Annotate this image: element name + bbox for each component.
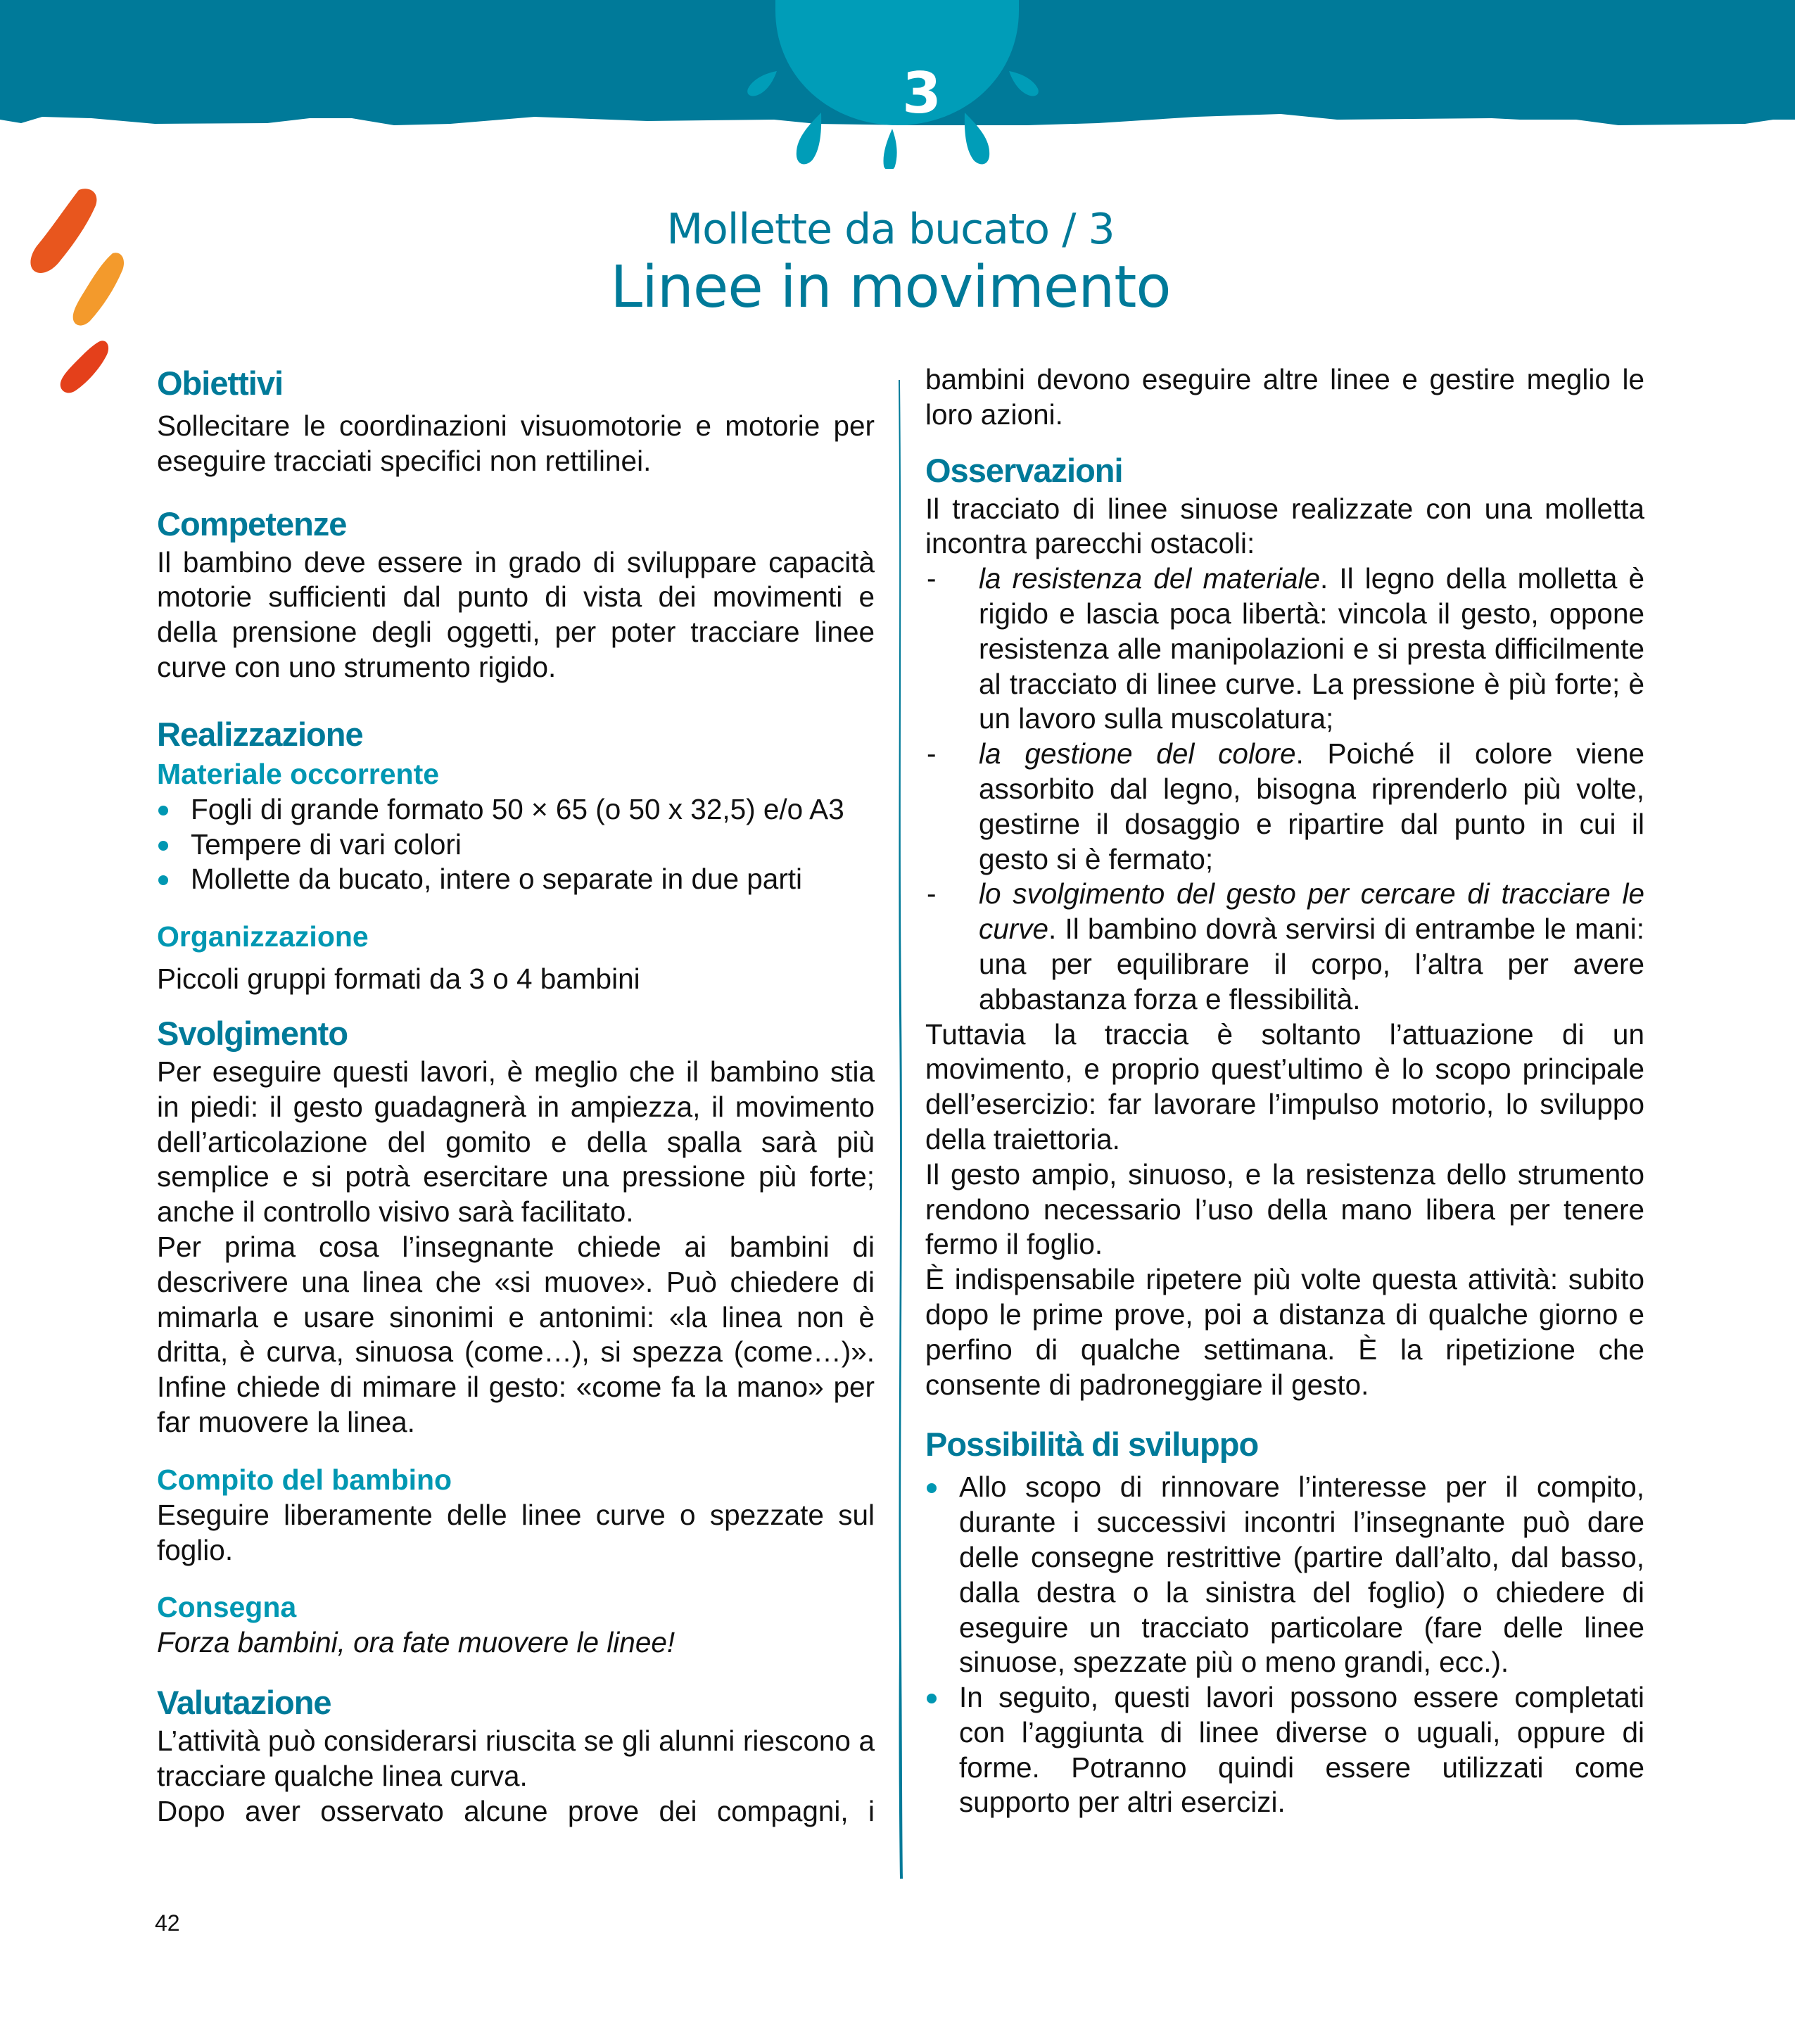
heading-realizzazione: Realizzazione: [157, 715, 363, 753]
heading-valutazione: Valutazione: [157, 1684, 331, 1722]
bullet-icon: [158, 875, 168, 885]
consegna-text: Forza bambini, ora fate muovere le linee!: [157, 1626, 675, 1659]
list-item: Mollette da bucato, intere o separate in due parti: [157, 862, 875, 897]
page-number: 42: [155, 1910, 180, 1936]
svolgimento-p1: Per eseguire questi lavori, è meglio che il bambino stia in piedi: il gesto guadagnerà in ampiezza, il movimento dell’articolazione del gomito e della spalla sarà più semplice e si potrà esercitare una pressione più forte; anche il controllo visivo sarà facilitato.: [157, 1055, 875, 1229]
heading-sviluppo: Possibilità di sviluppo: [925, 1426, 1259, 1464]
osservazioni-p2: Il gesto ampio, sinuoso, e la resistenza dello strumento rendono necessario l’uso della mano libera per tenere fermo il foglio.: [925, 1157, 1644, 1261]
page-subtitle: Mollette da bucato / 3: [666, 205, 1115, 254]
heading-obiettivi: Obiettivi: [157, 364, 284, 402]
osservazioni-intro: Il tracciato di linee sinuose realizzate con una molletta incontra parecchi ostacoli:: [925, 492, 1644, 560]
dash-marker: -: [927, 562, 937, 595]
sun-drop-center: [884, 129, 897, 169]
heading-organizzazione: Organizzazione: [157, 920, 369, 953]
bullet-icon: [158, 841, 168, 851]
heading-osservazioni: Osservazioni: [925, 451, 1123, 489]
list-item: Fogli di grande formato 50 × 65 (o 50 x 32,5) e/o A3: [157, 792, 875, 827]
bullet-icon: [927, 1483, 937, 1493]
heading-competenze: Competenze: [157, 504, 347, 542]
valutazione-p1: L’attività può considerarsi riuscita se gli alunni riescono a tracciare qualche linea curva.: [157, 1725, 875, 1792]
dash-marker: -: [927, 877, 937, 910]
bullet-icon: [158, 806, 168, 815]
heading-svolgimento: Svolgimento: [157, 1014, 348, 1052]
chapter-number: 3: [902, 61, 941, 126]
organizzazione-text: Piccoli gruppi formati da 3 o 4 bambini: [157, 963, 640, 996]
heading-consegna: Consegna: [157, 1591, 297, 1624]
osservazioni-p1: Tuttavia la traccia è soltanto l’attuazione di un movimento, e proprio quest’ultimo è lo scopo principale dell’esercizio: far lavorare l’impulso motorio, lo sviluppo della traiettoria.: [925, 1017, 1644, 1155]
list-item: In seguito, questi lavori possono essere completati con l’aggiunta di linee diverse o uguali, oppure di forme. Potranno quindi essere utilizzati come supporto per altri esercizi.: [925, 1680, 1644, 1820]
list-item: - la resistenza del materiale. Il legno della molletta è rigido e lascia poca libertà: vincola il gesto, oppone resistenza alle manipolazioni e si presta difficilmente al tracciato di linee curve. La pressione è più forte; è un lavoro sulla muscolatura;: [927, 562, 1644, 735]
heading-compito: Compito del bambino: [157, 1463, 452, 1496]
obiettivi-text: Sollecitare le coordinazioni visuomotorie e motorie per eseguire tracciati specifici non rettilinei.: [157, 410, 875, 477]
compito-text: Eseguire liberamente delle linee curve o spezzate sul foglio.: [157, 1498, 875, 1566]
valutazione-p2: Dopo aver osservato alcune prove dei compagni, i: [157, 1794, 875, 1827]
list-item: - lo svolgimento del gesto per cercare di tracciare le curve. Il bambino dovrà servirsi di entrambe le mani: una per equilibrare il corpo, l’altra per avere abbastanza forza e flessibilità.: [927, 877, 1644, 1015]
bullet-icon: [927, 1694, 937, 1703]
list-item: Allo scopo di rinnovare l’interesse per il compito, durante i successivi incontri l’insegnante può dare delle consegne restrittive (partire dall’alto, dal basso, dalla destra o la sinistra del foglio) o chiedere di eseguire un tracciato particolare (fare delle linee sinuose, spezzate più o meno grandi, ecc.).: [925, 1470, 1644, 1680]
page-title: Linee in movimento: [610, 254, 1171, 321]
svolgimento-p2: Per prima cosa l’insegnante chiede ai bambini di descrivere una linea che «si muove». Può chiedere di mimarla e usare sinonimi e antonimi: «la linea non è dritta, è curva, sinuosa (come…), si spezza (come…)». Infine chiede di mimare il gesto: «come fa la mano» per far muovere la linea.: [157, 1230, 875, 1438]
dash-marker: -: [927, 737, 937, 770]
brush-stroke-3: [61, 341, 108, 393]
list-item: - la gestione del colore. Poiché il colore viene assorbito dal legno, bisogna riprenderlo più volte, gestirne il dosaggio e ripartire dal punto in cui il gesto si è fermato;: [927, 737, 1644, 875]
title-block: [0, 204, 1795, 321]
right-column: [925, 362, 1644, 1820]
heading-materiale: Materiale occorrente: [157, 757, 440, 790]
continuation-text: bambini devono eseguire altre linee e gestire meglio le loro azioni.: [925, 363, 1644, 431]
list-item: Tempere di vari colori: [157, 827, 875, 863]
competenze-text: Il bambino deve essere in grado di sviluppare capacità motorie sufficienti dal punto di vista dei movimenti e della prensione degli oggetti, per poter tracciare linee curve con uno strumento rigido.: [157, 545, 875, 683]
osservazioni-p3: È indispensabile ripetere più volte questa attività: subito dopo le prime prove, poi a distanza di qualche giorno e perfino di qualche settimana. È la ripetizione che consente di padroneggiare il gesto.: [925, 1263, 1644, 1401]
column-divider: [898, 380, 904, 1879]
left-column: [157, 362, 875, 1829]
